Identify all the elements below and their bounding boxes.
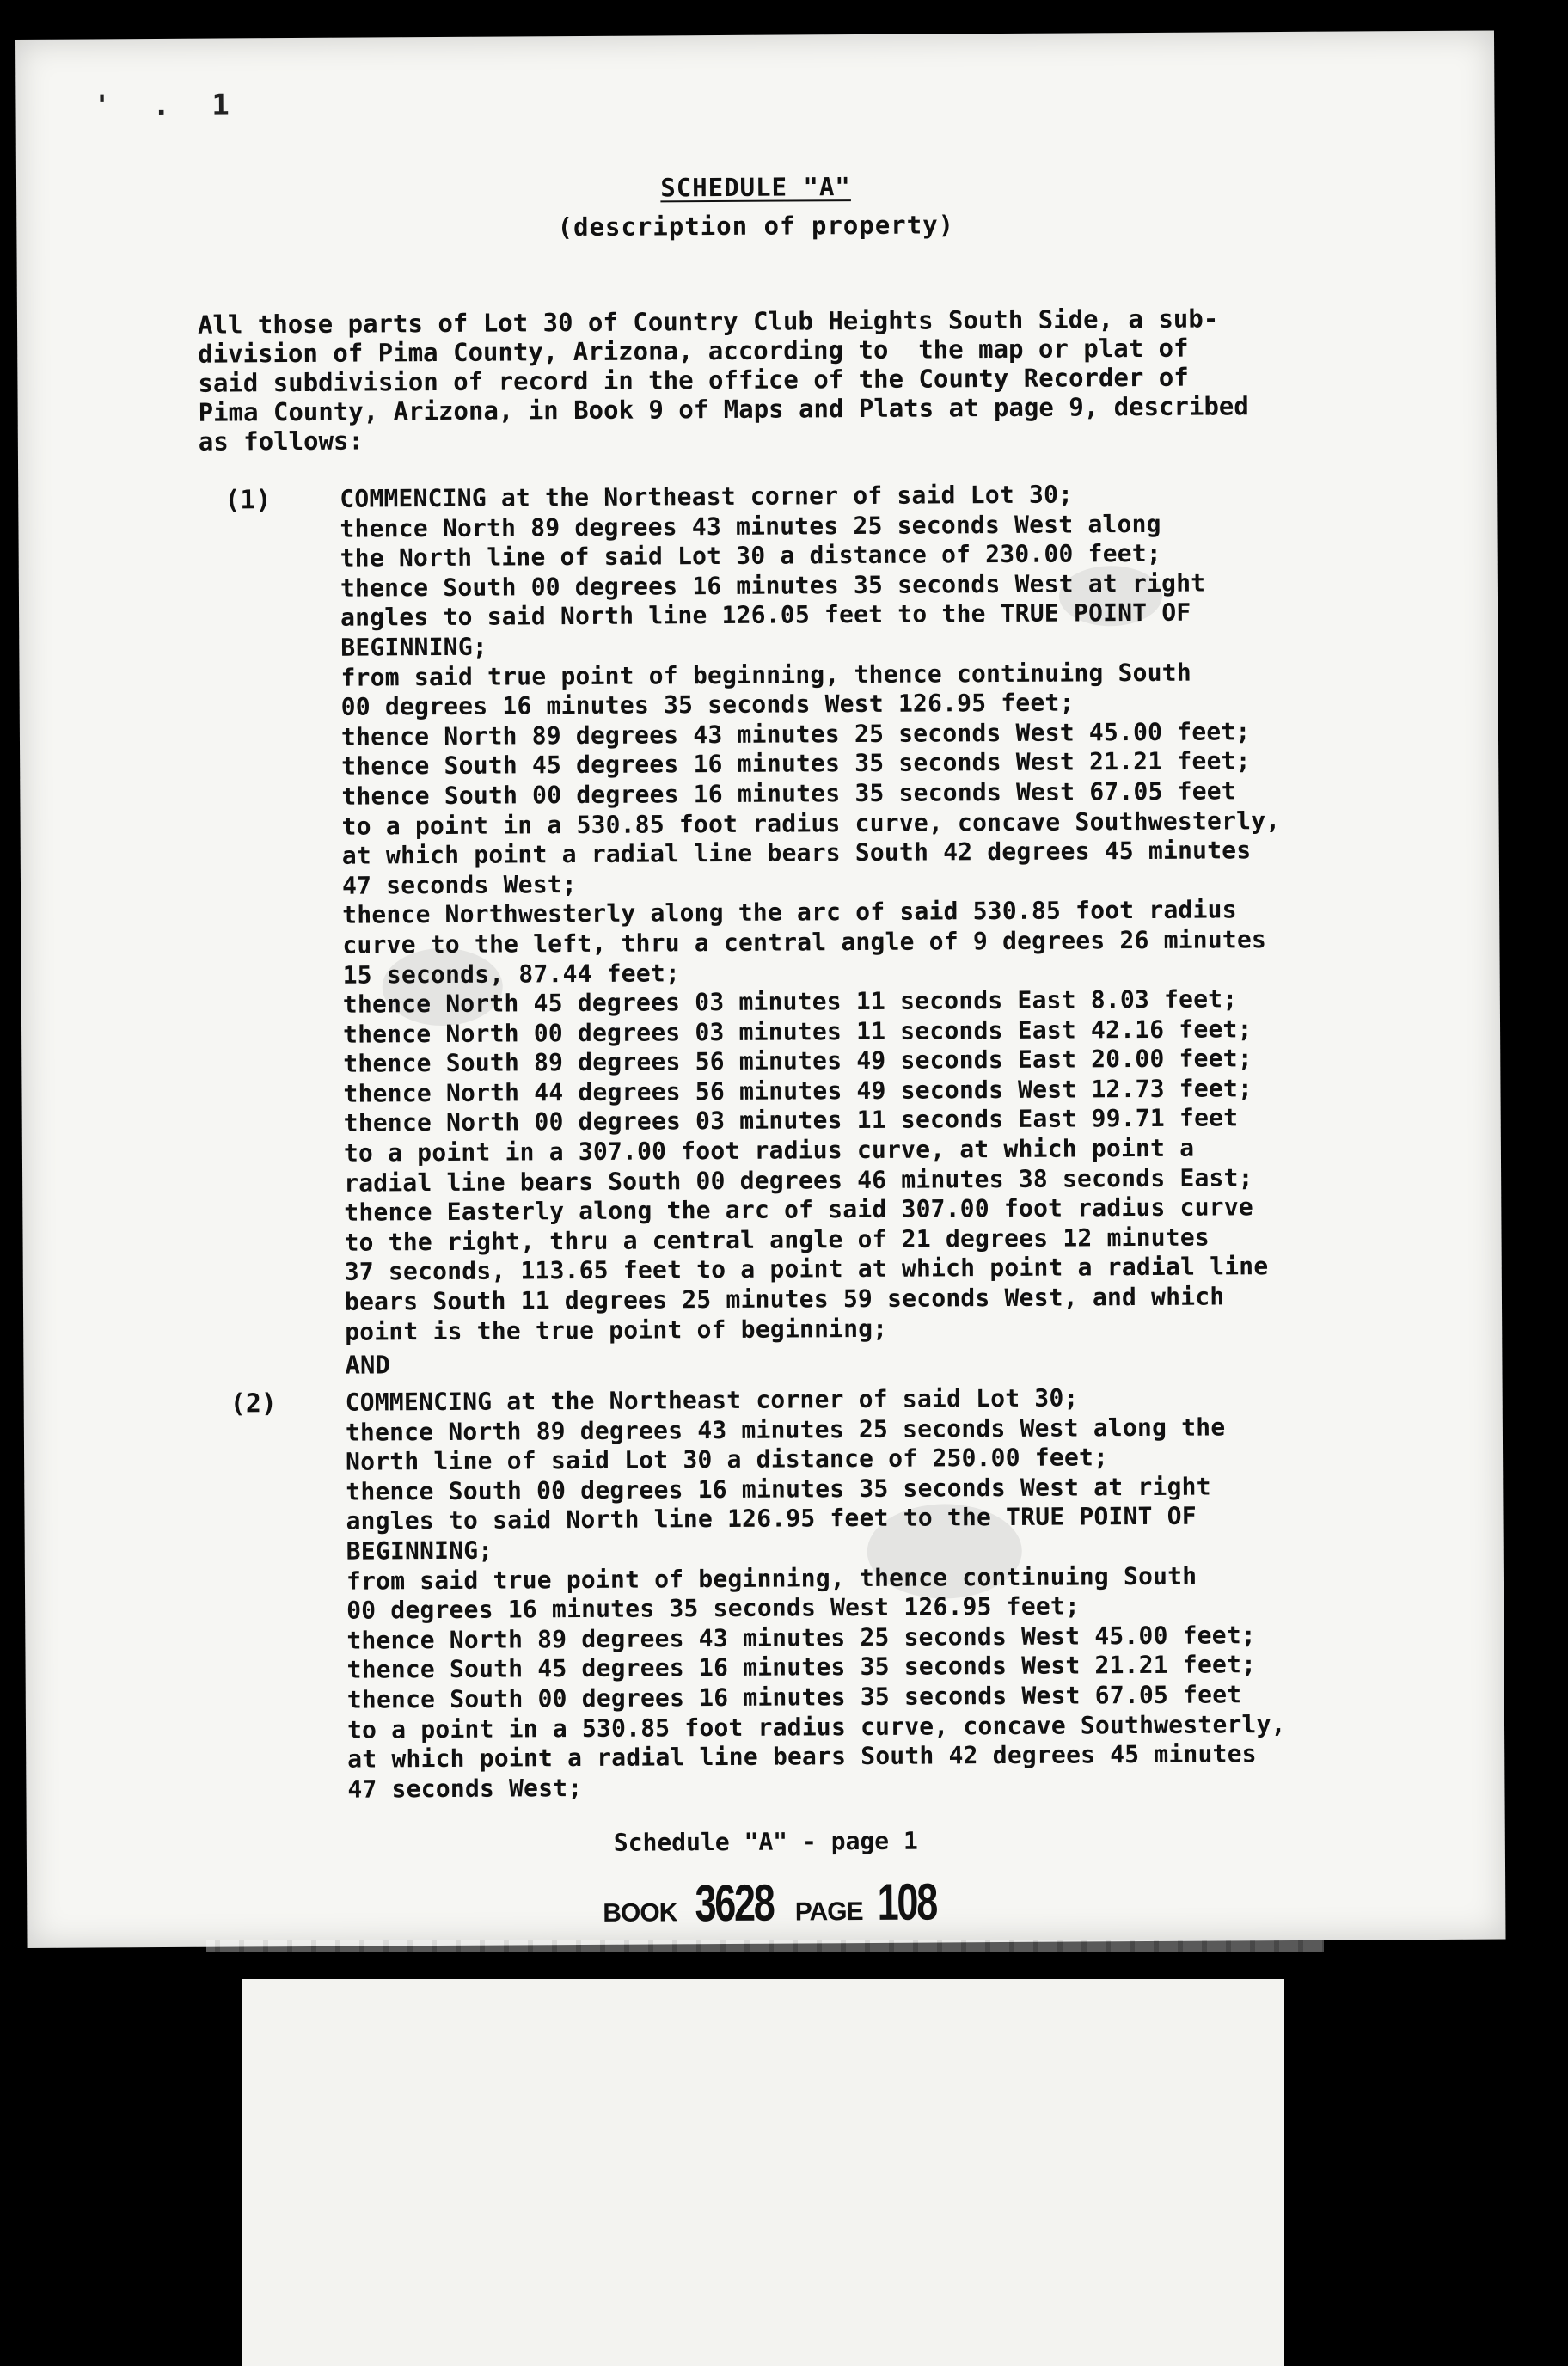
description-line: to a point in a 530.85 foot radius curve, concave Southwesterly, [346, 1709, 1286, 1744]
description-line: thence North 89 degrees 43 minutes 25 seconds West 45.00 feet; [340, 716, 1251, 751]
book-label: BOOK [603, 1898, 677, 1928]
description-line: thence South 89 degrees 56 minutes 49 seconds East 20.00 feet; [343, 1044, 1253, 1078]
page-number: 108 [877, 1873, 937, 1931]
schedule-subtitle: (description of property) [557, 210, 955, 242]
description-line: thence North 89 degrees 43 minutes 25 seconds West along the [345, 1413, 1226, 1447]
description-line: thence South 45 degrees 16 minutes 35 seconds West 21.21 feet; [341, 746, 1251, 782]
page-footer-label: Schedule "A" - page 1 [613, 1826, 918, 1857]
description-line: thence South 00 degrees 16 minutes 35 seconds West at right [346, 1472, 1211, 1506]
parcel-2-description [346, 1382, 1287, 1805]
description-line: thence South 45 degrees 16 minutes 35 seconds West 21.21 feet; [346, 1650, 1257, 1685]
description-line: at which point a radial line bears South 42 degrees 45 minutes [341, 836, 1252, 870]
description-line: BEGINNING; [340, 632, 488, 662]
intro-paragraph [198, 303, 1402, 457]
description-line: 37 seconds, 113.65 feet to a point at which point a radial line [344, 1252, 1269, 1287]
description-line: thence South 00 degrees 16 minutes 35 seconds West 67.05 feet [341, 776, 1236, 811]
page-tear-edge [206, 1940, 1324, 1952]
scan-smudge [867, 1504, 1022, 1599]
description-line: 00 degrees 16 minutes 35 seconds West 126.95 feet; [340, 688, 1075, 721]
description-line: angles to said North line 126.05 feet to the TRUE POINT OF [340, 598, 1191, 633]
description-line: curve to the left, thru a central angle of 9 degrees 26 minutes [342, 925, 1267, 959]
book-number: 3628 [695, 1873, 774, 1933]
description-line: thence North 89 degrees 43 minutes 25 seconds West 45.00 feet; [346, 1620, 1257, 1655]
description-line: radial line bears South 00 degrees 46 minutes 38 seconds East; [344, 1162, 1253, 1198]
description-line: COMMENCING at the Northeast corner of said Lot 30; [340, 480, 1074, 513]
description-line: from said true point of beginning, thence continuing South [346, 1561, 1197, 1596]
intro-line: Pima County, Arizona, in Book 9 of Maps and Plats at page 9, described [198, 391, 1249, 427]
document-page [15, 30, 1506, 1947]
parcel-2 [230, 1382, 1468, 1804]
corner-marks: ' . 1 [93, 88, 242, 124]
description-line: 00 degrees 16 minutes 35 seconds West 126.95 feet; [346, 1591, 1081, 1625]
description-line: 47 seconds West; [341, 869, 578, 900]
scan-smudge [382, 948, 503, 1027]
intro-line: said subdivision of record in the office of the County Recorder of [198, 362, 1189, 398]
description-line: 15 seconds, 87.44 feet; [342, 958, 681, 990]
description-line: to the right, thru a central angle of 21 degrees 12 minutes [344, 1223, 1210, 1257]
parcel-number: (2) [230, 1388, 277, 1419]
page-label: PAGE [794, 1897, 863, 1927]
description-line: COMMENCING at the Northeast corner of said Lot 30; [345, 1383, 1079, 1417]
description-line: thence Northwesterly along the arc of said 530.85 foot radius [342, 895, 1237, 930]
description-line: thence South 00 degrees 16 minutes 35 seconds West 67.05 feet [346, 1680, 1242, 1714]
description-line: thence North 00 degrees 03 minutes 11 seconds East 99.71 feet [343, 1103, 1239, 1138]
parcel-number: (1) [224, 485, 272, 516]
lower-blank-sheet [242, 1979, 1284, 2366]
description-line: thence Easterly along the arc of said 307.00 foot radius curve [344, 1192, 1253, 1227]
description-line: to a point in a 307.00 foot radius curve, at which point a [343, 1133, 1195, 1168]
intro-line: All those parts of Lot 30 of Country Club Heights South Side, a sub- [197, 303, 1219, 340]
description-line: thence South 00 degrees 16 minutes 35 seconds West at right [340, 568, 1206, 603]
description-line: the North line of said Lot 30 a distance of 230.00 feet; [340, 539, 1161, 573]
scan-smudge [1059, 566, 1162, 627]
description-line: thence North 89 degrees 43 minutes 25 seconds West along [340, 509, 1161, 543]
description-line: point is the true point of beginning; [345, 1314, 888, 1346]
book-page-stamp [603, 1872, 946, 1933]
description-line: bears South 11 degrees 25 minutes 59 seconds West, and which [344, 1282, 1225, 1316]
description-line: thence North 00 degrees 03 minutes 11 seconds East 42.16 feet; [342, 1014, 1253, 1049]
description-line: at which point a radial line bears South 42 degrees 45 minutes [347, 1739, 1257, 1774]
and-connector: AND [345, 1350, 390, 1380]
schedule-title: SCHEDULE "A" [660, 172, 851, 203]
description-line: BEGINNING; [346, 1535, 493, 1566]
intro-line: as follows: [198, 426, 364, 457]
description-line: North line of said Lot 30 a distance of 250.00 feet; [346, 1443, 1109, 1476]
description-line: thence North 44 degrees 56 minutes 49 seconds West 12.73 feet; [343, 1074, 1253, 1108]
description-line: angles to said North line 126.95 feet to the TRUE POINT OF [346, 1502, 1197, 1536]
description-line: thence North 45 degrees 03 minutes 11 seconds East 8.03 feet; [342, 984, 1238, 1019]
description-line: from said true point of beginning, thence continuing South [340, 658, 1191, 692]
intro-line: division of Pima County, Arizona, according to the map or plat of [198, 333, 1189, 369]
parcel-1 [224, 478, 1462, 1346]
description-line: 47 seconds West; [347, 1773, 583, 1804]
description-line: to a point in a 530.85 foot radius curve, concave Southwesterly, [341, 806, 1281, 841]
